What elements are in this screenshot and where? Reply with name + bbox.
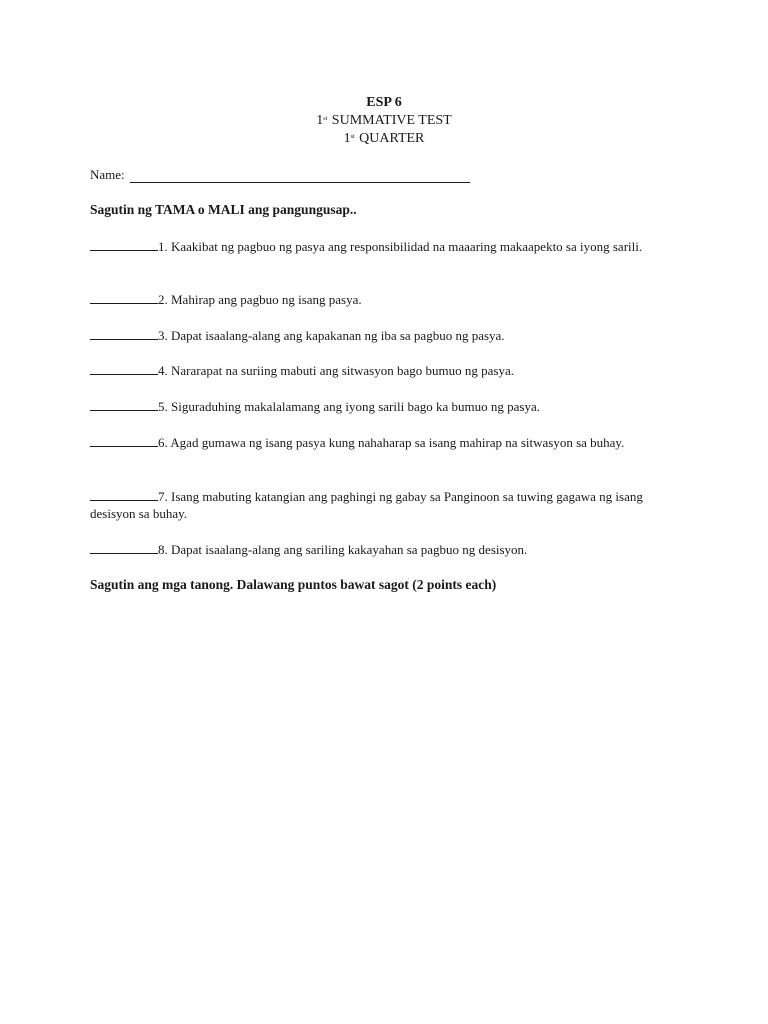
answer-blank[interactable] (90, 398, 158, 411)
name-row (90, 167, 470, 183)
question-item (90, 541, 680, 558)
question-text: Kaakibat ng pagbuo ng pasya ang responsibilidad na maaaring makaapekto sa iyong sarili. (171, 239, 643, 254)
question-item (90, 488, 680, 522)
question-text: Mahirap ang pagbuo ng isang pasya. (171, 292, 362, 307)
name-label: Name: (90, 167, 125, 182)
question-number: 2. (158, 292, 168, 307)
question-number: 1. (158, 239, 168, 254)
test-type-heading (0, 113, 768, 129)
question-item (90, 238, 680, 255)
question-item (90, 398, 680, 415)
question-text: Siguraduhing makalalamang ang iyong sarili bago ka bumuo ng pasya. (171, 399, 540, 414)
answer-blank[interactable] (90, 238, 158, 251)
question-item (90, 327, 680, 344)
section2-instruction: Sagutin ang mga tanong. Dalawang puntos bawat sagot (2 points each) (90, 577, 497, 592)
name-field[interactable] (130, 168, 470, 183)
test-ordinal-suffix: st (323, 116, 328, 122)
question-text: Nararapat na suriing mabuti ang sitwasyon bago bumuo ng pasya. (171, 363, 514, 378)
quarter-ordinal: 1 (343, 131, 351, 146)
quarter-text: QUARTER (359, 131, 425, 146)
answer-blank[interactable] (90, 434, 158, 447)
question-item (90, 291, 680, 308)
test-ordinal: 1 (316, 113, 324, 128)
answer-blank[interactable] (90, 291, 158, 304)
question-number: 5. (158, 399, 168, 414)
question-number: 3. (158, 328, 168, 343)
question-text: Dapat isaalang-alang ang kapakanan ng iba sa pagbuo ng pasya. (171, 328, 505, 343)
question-number: 7. (158, 489, 168, 504)
question-text: Agad gumawa ng isang pasya kung nahaharap sa isang mahirap na sitwasyon sa buhay. (170, 435, 625, 450)
question-number: 4. (158, 363, 168, 378)
question-number: 6. (158, 435, 168, 450)
question-number: 8. (158, 542, 168, 557)
question-text: Dapat isaalang-alang ang sariling kakayahan sa pagbuo ng desisyon. (171, 542, 528, 557)
quarter-heading (0, 131, 768, 147)
answer-blank[interactable] (90, 488, 158, 501)
answer-blank[interactable] (90, 541, 158, 554)
quarter-ordinal-suffix: st (350, 134, 355, 140)
answer-blank[interactable] (90, 327, 158, 340)
answer-blank[interactable] (90, 362, 158, 375)
question-item (90, 362, 680, 379)
test-type-text: SUMMATIVE TEST (331, 113, 452, 128)
section1-instruction: Sagutin ng TAMA o MALI ang pangungusap.. (90, 202, 357, 217)
question-text: Isang mabuting katangian ang paghingi ng gabay sa Panginoon sa tuwing gagawa ng isang desisyon sa buhay. (90, 489, 643, 521)
question-item (90, 434, 680, 451)
page-title: ESP 6 (366, 95, 402, 110)
